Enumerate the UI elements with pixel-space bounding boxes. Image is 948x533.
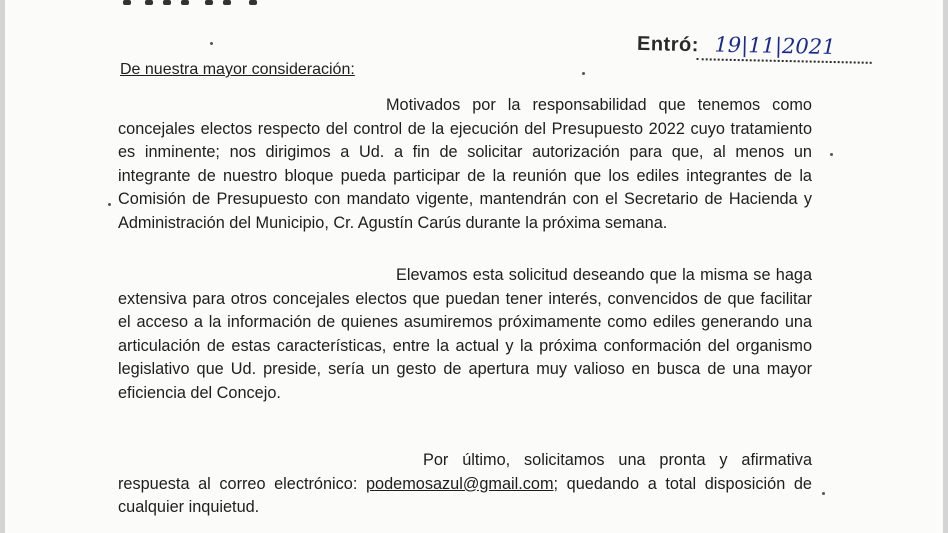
paragraph-3-text-end: ; quedando a total disposición de cualquier inquietud.: [118, 474, 812, 517]
email-link[interactable]: podemosazul@gmail.com: [365, 474, 554, 493]
received-label: Entró:: [636, 32, 700, 57]
paragraph-1: [118, 94, 812, 236]
paragraph-2: [118, 264, 812, 406]
speck-dot: [210, 42, 213, 45]
received-date: 19|11|2021: [714, 32, 836, 60]
speck-dot: [108, 203, 111, 206]
paragraph-2-text: Elevamos esta solicitud deseando que la misma se haga extensiva para otros concejales electos que puedan tener interés, convencidos de que facilitar el acceso a la información de quienes asumiremos próximamente como ediles generando una articulación de estas características, entre la actual y la próxima conformación del organismo legislativo que Ud. preside, sería un gesto de apertura muy valioso en busca de una mayor eficiencia del Concejo.: [118, 266, 812, 402]
cut-off-header-text: [123, 0, 263, 10]
received-stamp: [637, 31, 836, 60]
paragraph-1-text: Motivados por la responsabilidad que tenemos como concejales electos respecto del control de la ejecución del Presupuesto 2022 cuyo tratamiento es inminente; nos dirigimos a Ud. a fin de solicitar autorización para que, al menos un integrante de nuestro bloque pueda participar de la reunión que los ediles integrantes de la Comisión de Presupuesto con mandato vigente, mantendrán con el Secretario de Hacienda y Administración del Municipio, Cr. Agustín Carús durante la próxima semana.: [118, 96, 812, 232]
paragraph-3-text: Por último, solicitamos una pronta y afirmativa respuesta al correo electrónico:: [118, 451, 812, 493]
speck-dot: [830, 153, 833, 156]
paragraph-3: [118, 449, 812, 520]
right-border: [943, 0, 948, 533]
salutation: De nuestra mayor consideración:: [120, 61, 355, 78]
speck-dot: [582, 72, 585, 75]
speck-dot: [822, 492, 825, 495]
